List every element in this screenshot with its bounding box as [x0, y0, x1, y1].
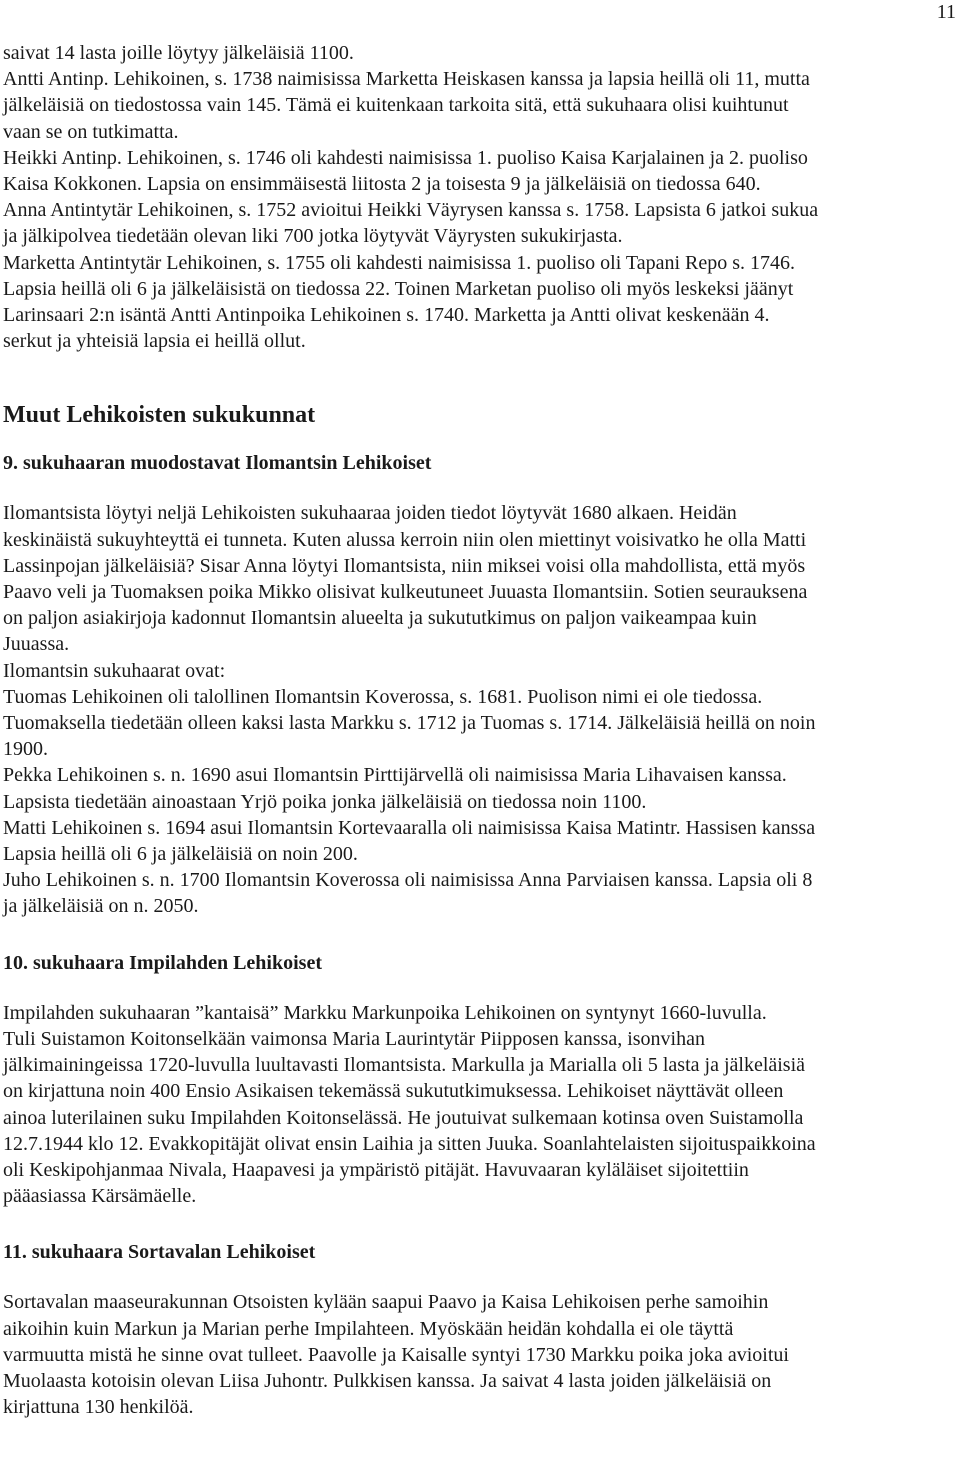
- text-line: Larinsaari 2:n isäntä Antti Antinpoika Lehikoinen s. 1740. Marketta ja Antti olivat keskenään 4.: [3, 304, 770, 327]
- text-line: serkut ja yhteisiä lapsia ei heillä ollut.: [3, 330, 306, 353]
- text-line: Kaisa Kokkonen. Lapsia on ensimmäisestä liitosta 2 ja toisesta 9 ja jälkeläisiä on tiedossa 640.: [3, 173, 761, 196]
- text-line: Marketta Antintytär Lehikoinen, s. 1755 oli kahdesti naimisissa 1. puoliso oli Tapani Repo s. 1746.: [3, 251, 796, 274]
- section-heading: 11. sukuhaara Sortavalan Lehikoiset: [3, 1241, 316, 1264]
- text-line: Impilahden sukuhaaran ”kantaisä” Markku Markunpoika Lehikoinen on syntynyt 1660-luvulla.: [3, 1001, 767, 1024]
- text-line: Lassinpojan jälkeläisiä? Sisar Anna löytyi Ilomantsista, niin miksei voisi olla mahdollista, että myös: [3, 554, 806, 577]
- text-line: Tuli Suistamon Koitonselkään vaimonsa Maria Laurintytär Piipposen kanssa, isonvihan: [3, 1027, 705, 1050]
- text-line: on kirjattuna noin 400 Ensio Asikaisen tekemässä sukututkimuksessa. Lehikoiset näyttävät olleen: [3, 1080, 784, 1103]
- text-line: 12.7.1944 klo 12. Evakkopitäjät olivat ensin Laihia ja sitten Juuka. Soanlahtelaisten sijoituspaikkoina: [3, 1132, 816, 1155]
- text-line: Juho Lehikoinen s. n. 1700 Ilomantsin Koverossa oli naimisissa Anna Parviaisen kanssa. Lapsia oli 8: [3, 869, 813, 892]
- text-line: varmuutta mistä he sinne ovat tulleet. Paavolle ja Kaisalle syntyi 1730 Markku poika joka avioitui: [3, 1343, 789, 1366]
- text-line: kirjattuna 130 henkilöä.: [3, 1396, 194, 1419]
- text-line: on paljon asiakirjoja kadonnut Ilomantsin alueelta ja sukututkimus on paljon vaikeampaa kuin: [3, 607, 757, 630]
- text-line: Paavo veli ja Tuomaksen poika Mikko olisivat kulkeutuneet Juuasta Ilomantsiin. Sotien seurauksena: [3, 581, 808, 604]
- text-line: Sortavalan maaseurakunnan Otsoisten kylään saapui Paavo ja Kaisa Lehikoisen perhe samoihin: [3, 1291, 769, 1314]
- text-line: Juuassa.: [3, 633, 70, 656]
- text-line: Antti Antinp. Lehikoinen, s. 1738 naimisissa Marketta Heiskasen kanssa ja lapsia heillä oli 11, mutta: [3, 68, 810, 91]
- intro-paragraph: [3, 40, 957, 354]
- text-line: saivat 14 lasta joille löytyy jälkeläisiä 1100.: [3, 42, 354, 64]
- text-line: 1900.: [3, 738, 48, 761]
- section-impilahti: [3, 950, 957, 1210]
- section-sortavala: [3, 1239, 957, 1420]
- section-ilomantsi: [3, 450, 957, 919]
- text-line: Muolaasta kotoisin olevan Liisa Juhontr. Pulkkisen kanssa. Ja saivat 4 lasta joiden jälkeläisiä on: [3, 1369, 772, 1392]
- text-line: Pekka Lehikoinen s. n. 1690 asui Ilomantsin Pirttijärvellä oli naimisissa Maria Lihavaisen kanssa.: [3, 764, 787, 787]
- text-line: keskinäistä sukuyhteyttä ei tunneta. Kuten alussa kerroin niin olen miettinyt voisivatko he olla Matti: [3, 528, 807, 551]
- text-line: Tuomaksella tiedetään olleen kaksi lasta Markku s. 1712 ja Tuomas s. 1714. Jälkeläisiä heillä on noin: [3, 712, 816, 735]
- text-line: vaan se on tutkimatta.: [3, 120, 179, 143]
- page-number: 11: [936, 1, 956, 23]
- text-line: Ilomantsista löytyi neljä Lehikoisten sukuhaaraa joiden tiedot löytyvät 1680 alkaen. Heidän: [3, 502, 737, 525]
- text-line: Ilomantsin sukuhaarat ovat:: [3, 659, 226, 682]
- text-line: Lapsia heillä oli 6 ja jälkeläisiä on noin 200.: [3, 843, 358, 866]
- text-line: jälkimainingeissa 1720-luvulla luultavasti Ilomantsista. Markulla ja Marialla oli 5 lasta ja jälkeläisiä: [3, 1054, 806, 1077]
- chapter-title: Muut Lehikoisten sukukunnat: [3, 402, 316, 429]
- section-heading: 10. sukuhaara Impilahden Lehikoiset: [3, 951, 322, 974]
- text-line: pääasiassa Kärsämäelle.: [3, 1185, 197, 1208]
- text-line: ainoa luterilainen suku Impilahden Koitonselässä. He joutuivat sulkemaan kotinsa oven Suistamolla: [3, 1106, 804, 1129]
- text-line: ja jälkipolvea tiedetään olevan liki 700 jotka löytyvät Väyrysten sukukirjasta.: [3, 225, 623, 248]
- text-line: jälkeläisiä on tiedostossa vain 145. Tämä ei kuitenkaan tarkoita sitä, että sukuhaara olisi kuihtunut: [3, 94, 789, 117]
- text-line: ja jälkeläisiä on n. 2050.: [3, 895, 199, 918]
- section-heading: 9. sukuhaaran muodostavat Ilomantsin Lehikoiset: [3, 452, 432, 475]
- text-line: oli Keskipohjanmaa Nivala, Haapavesi ja ympäristö pitäjät. Havuvaaran kyläläiset sijoitettiin: [3, 1158, 749, 1181]
- text-line: Anna Antintytär Lehikoinen, s. 1752 avioitui Heikki Väyrysen kanssa s. 1758. Lapsista 6 jatkoi sukua: [3, 199, 819, 222]
- text-line: Tuomas Lehikoinen oli talollinen Ilomantsin Koverossa, s. 1681. Puolison nimi ei ole tiedossa.: [3, 685, 763, 708]
- text-line: Heikki Antinp. Lehikoinen, s. 1746 oli kahdesti naimisissa 1. puoliso Kaisa Karjalainen ja 2. puoliso: [3, 146, 808, 169]
- document-body: [3, 40, 957, 1420]
- text-line: Matti Lehikoinen s. 1694 asui Ilomantsin Kortevaaralla oli naimisissa Kaisa Matintr. Hassisen kanssa: [3, 816, 816, 839]
- text-line: aikoihin kuin Markun ja Marian perhe Impilahteen. Myöskään heidän kohdalla ei ole täyttä: [3, 1317, 734, 1340]
- text-line: Lapsia heillä oli 6 ja jälkeläisistä on tiedossa 22. Toinen Marketan puoliso oli myös leskeksi jäänyt: [3, 277, 794, 300]
- text-line: Lapsista tiedetään ainoastaan Yrjö poika jonka jälkeläisiä on tiedossa noin 1100.: [3, 790, 647, 813]
